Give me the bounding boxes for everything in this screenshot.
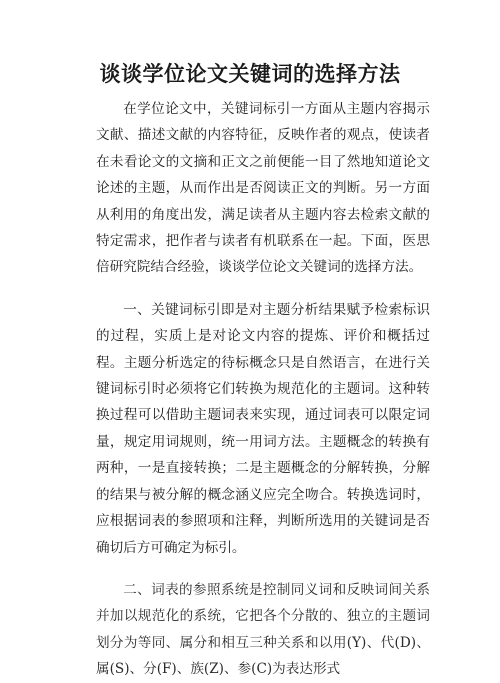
document-body xyxy=(96,96,430,683)
paragraph-section-1: 一、关键词标引即是对主题分析结果赋予检索标识的过程，实质上是对论文内容的提炼、评价和概括过程。主题分析选定的待标概念只是自然语言，在进行关键词标引时必须将它们转换为规范化的主题词。这种转换过程可以借助主题词表来实现，通过词表可以限定词量，规定用词规则，统一用词方法。主题概念的转换有两种，一是直接转换；二是主题概念的分解转换，分解的结果与被分解的概念涵义应完全吻合。转换选词时，应根据词表的参照项和注释，判断所选用的关键词是否确切后方可确定为标引。 xyxy=(96,301,430,556)
document-title: 谈谈学位论文关键词的选择方法 xyxy=(99,61,401,86)
paragraph-section-2: 二、词表的参照系统是控制同义词和反映词间关系并加以规范化的系统，它把各个分散的、独立的主题词划分为等同、属分和相互三种关系和以用(Y)、代(D)、属(S)、分(F)、族(Z)、参(C)为表达形式 xyxy=(96,581,430,678)
paragraph-intro: 在学位论文中，关键词标引一方面从主题内容揭示文献、描述文献的内容特征，反映作者的观点，使读者在未看论文的文摘和正文之前便能一目了然地知道论文论述的主题，从而作出是否阅读正文的判断。另一方面从利用的角度出发，满足读者从主题内容去检索文献的特定需求，把作者与读者有机联系在一起。下面，医思倍研究院结合经验，谈谈学位论文关键词的选择方法。 xyxy=(96,101,430,276)
